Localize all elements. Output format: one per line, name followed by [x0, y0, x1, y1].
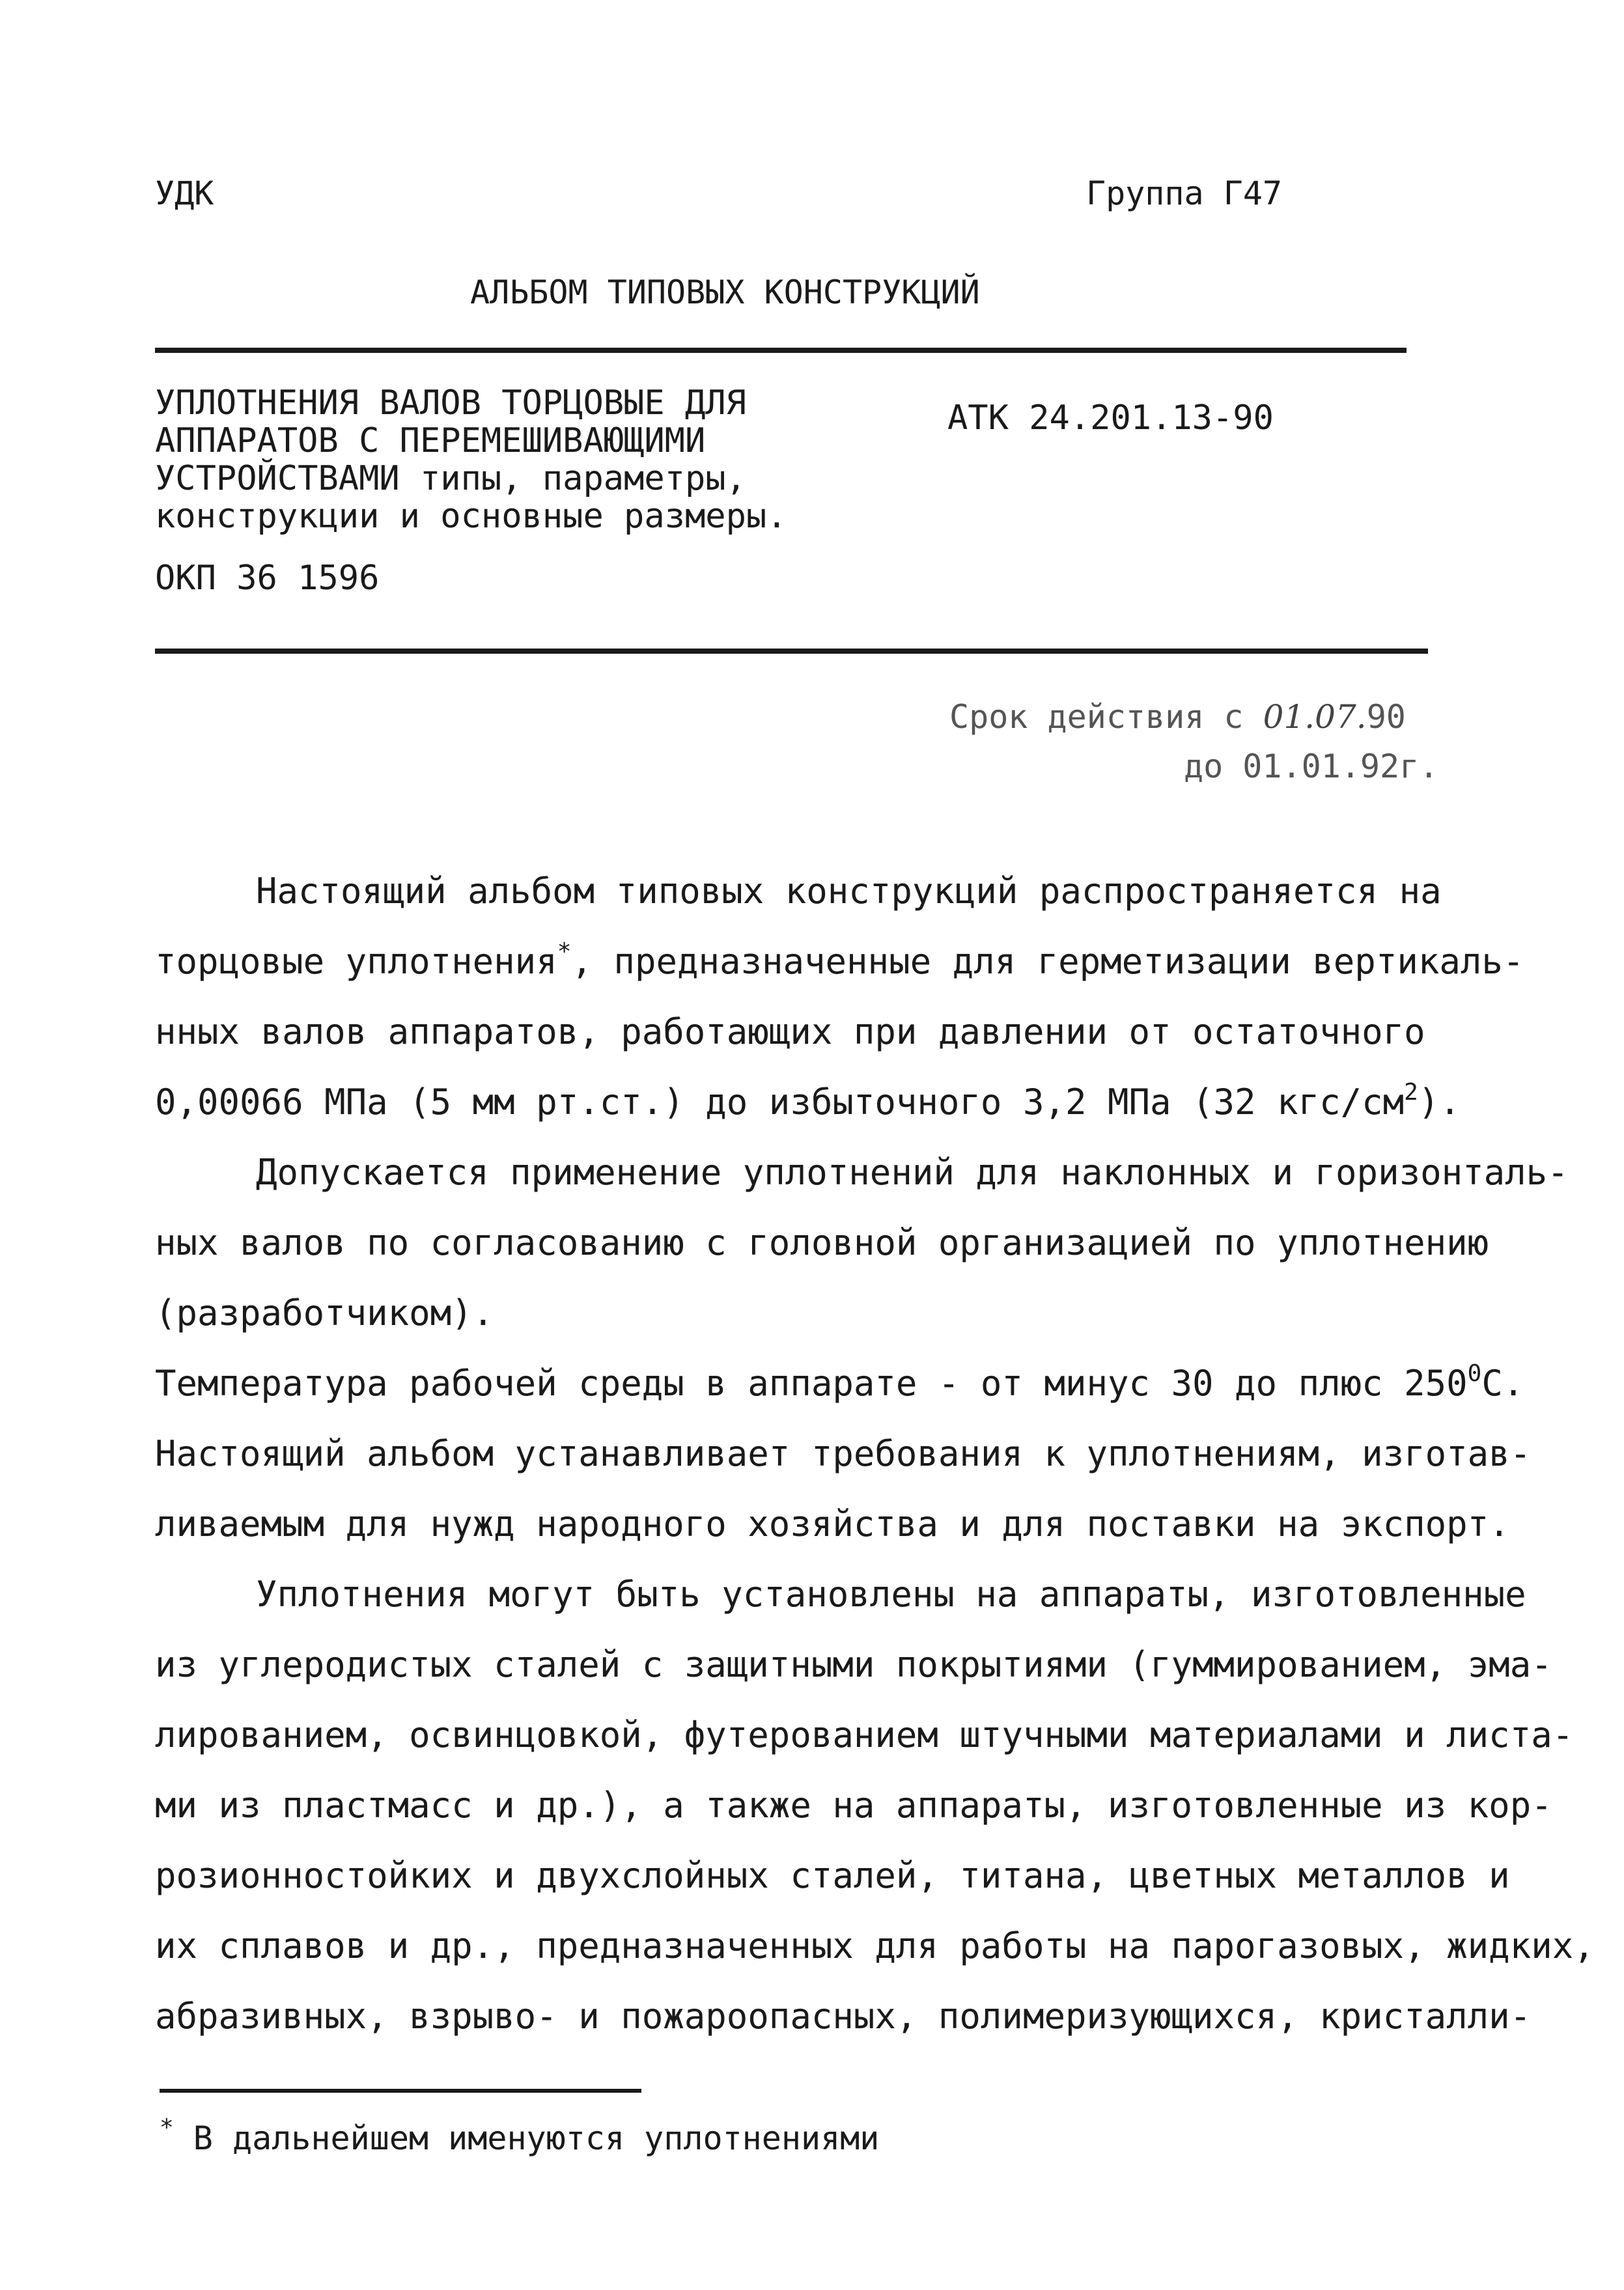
text-line: (разработчиком). — [155, 1292, 494, 1334]
text-line: ливаемым для нужд народного хозяйства и для поставки на экспорт. — [155, 1503, 1510, 1544]
paragraph-scope — [155, 856, 1524, 1138]
text-line: 0,00066 МПа (5 мм рт.ст.) до избыточного 3,2 МПа (32 кгс/$см^2$). — [155, 1079, 1461, 1123]
title-line-2: АППАРАТОВ С ПЕРЕМЕШИВАЮЩИМИ — [155, 421, 706, 460]
text-line: Настоящий альбом устанавливает требования к уплотнениям, изготав- — [155, 1433, 1532, 1474]
degree-mark: 0 — [1467, 1360, 1482, 1387]
paragraph-materials — [155, 1559, 1595, 2052]
text-line: торцовые уплотнения*, предназначенные для герметизации вертикаль- — [155, 938, 1524, 982]
text-line: лированием, освинцовкой, футерованием штучными материалами и листа- — [155, 1714, 1574, 1755]
document-title — [155, 384, 787, 535]
footnote-divider — [160, 2089, 641, 2093]
paragraph-requirements — [155, 1419, 1532, 1559]
title-line-1: УПЛОТНЕНИЯ ВАЛОВ ТОРЦОВЫЕ ДЛЯ — [155, 384, 746, 423]
validity-label: Срок действия с — [949, 698, 1244, 736]
udk-label: УДК — [155, 175, 214, 212]
document-code: АТК 24.201.13-90 — [947, 398, 1274, 438]
title-line-3: УСТРОЙСТВАМИ типы, параметры, — [155, 459, 746, 498]
text-line: Настоящий альбом типовых конструкций распространяется на — [256, 871, 1442, 912]
title-line-4: конструкции и основные размеры. — [155, 497, 787, 536]
group-label: Группа Г47 — [1086, 175, 1283, 212]
text-line: абразивных, взрыво- и пожароопасных, полимеризующихся, кристалли- — [155, 1996, 1532, 2037]
text-line: Допускается применение уплотнений для наклонных и горизонталь- — [256, 1152, 1569, 1193]
top-divider — [155, 348, 1407, 353]
text-line: ных валов по согласованию с головной организацией по уплотнению — [155, 1222, 1489, 1263]
validity-from — [949, 698, 1406, 736]
paragraph-orientation — [155, 1138, 1569, 1348]
footnote-text: В дальнейшем именуются уплотнениями — [193, 2119, 880, 2157]
album-title: АЛЬБОМ ТИПОВЫХ КОНСТРУКЦИЙ — [470, 273, 980, 311]
text-line: нных валов аппаратов, работающих при давлении от остаточного — [155, 1011, 1425, 1052]
text-line: из углеродистых сталей с защитными покрытиями (гуммированием, эма- — [155, 1644, 1552, 1685]
okp-code: ОКП 36 1596 — [155, 559, 380, 598]
text-line: розионностойких и двухслойных сталей, титана, цветных металлов и — [155, 1855, 1510, 1896]
footnote-mark: * — [160, 2114, 174, 2141]
text-line: ми из пластмасс и др.), а также на аппараты, изготовленные из кор- — [155, 1785, 1552, 1826]
text-line: Уплотнения могут быть установлены на аппараты, изготовленные — [256, 1574, 1526, 1615]
validity-handwritten-date: 01.07. — [1263, 698, 1367, 736]
validity-to: до 01.01.92г. — [1184, 747, 1439, 785]
footnote — [160, 2114, 880, 2157]
bottom-divider — [155, 649, 1428, 654]
text-line: их сплавов и др., предназначенных для работы на парогазовых, жидких, — [155, 1925, 1595, 1966]
superscript: 2 — [1404, 1079, 1418, 1106]
text-line: Температура рабочей среды в аппарате - от минус 30 до плюс $250^0С$. — [155, 1360, 1524, 1404]
paragraph-temperature — [155, 1348, 1524, 1419]
validity-from-year: 90 — [1366, 698, 1406, 736]
footnote-ref: * — [557, 938, 572, 965]
